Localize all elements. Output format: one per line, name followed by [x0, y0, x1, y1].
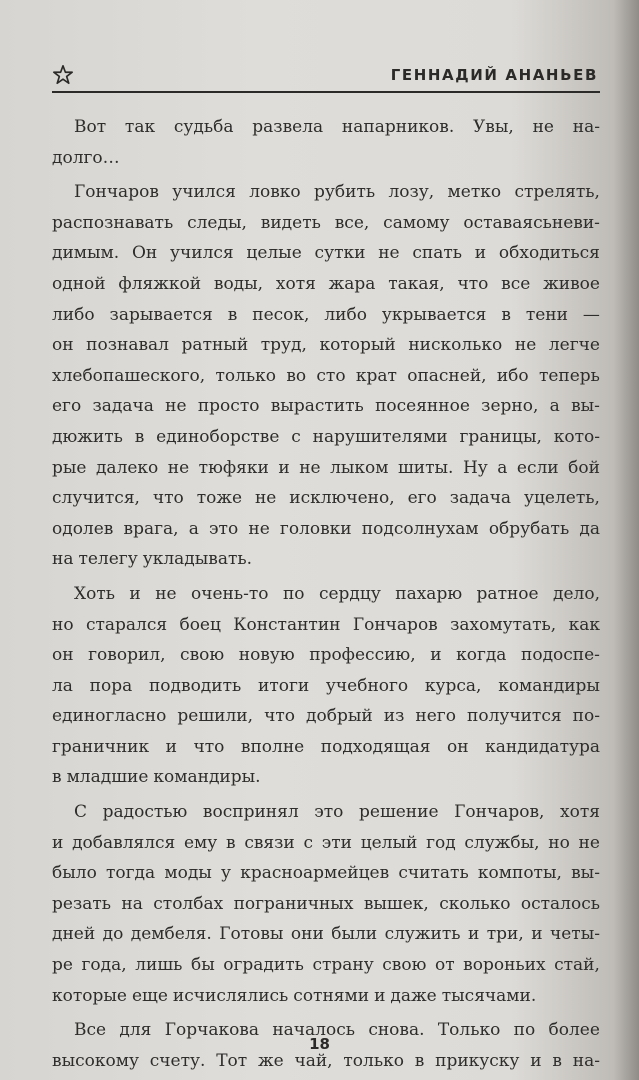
paragraph [52, 797, 600, 1011]
body-text [52, 112, 600, 1080]
text-line: димым. Он учился целые сутки не спать и обходиться [52, 243, 600, 264]
text-line: ла пора подводить итоги учебного курса, командиры [52, 675, 600, 696]
text-line: распознавать следы, видеть все, самому оставаясьневи- [52, 212, 600, 233]
text-line: единогласно решили, что добрый из него получится по- [52, 706, 600, 727]
author-name: ГЕННАДИЙ АНАНЬЕВ [390, 66, 598, 84]
text-line: ре года, лишь бы оградить страну свою от вороньих стай, [52, 955, 600, 976]
text-line: и добавлялся ему в связи с эти целый год службы, но не [52, 832, 600, 853]
text-line: Хоть и не очень-то по сердцу пахарю ратное дело, [74, 583, 600, 604]
text-line: он говорил, свою новую профессию, и когда подоспе- [52, 645, 600, 666]
text-line: одной фляжкой воды, хотя жара такая, что все живое [52, 273, 600, 294]
paragraph [52, 112, 600, 173]
page-number: 18 [309, 1035, 330, 1053]
text-line: его задача не просто вырастить посеянное зерно, а вы- [52, 396, 600, 417]
text-line: дюжить в единоборстве с нарушителями границы, кото- [52, 426, 600, 447]
star-outline-icon [52, 64, 74, 86]
text-line: долго… [52, 147, 120, 168]
text-line: случится, что тоже не исключено, его задача уцелеть, [52, 488, 600, 509]
text-line: либо зарывается в песок, либо укрывается в тени — [52, 304, 600, 325]
header-rule [52, 91, 600, 93]
text-line: одолев врага, а это не головки подсолнухам обрубать да [52, 518, 600, 539]
text-line: Вот так судьба развела напарников. Увы, не на- [74, 117, 600, 137]
text-line: было тогда моды у красноармейцев считать компоты, вы- [52, 863, 600, 884]
text-line: на телегу укладывать. [52, 549, 253, 570]
text-line: дней до дембеля. Готовы они были служить и три, и четы- [52, 924, 600, 945]
running-header [52, 60, 600, 96]
text-line: он познавал ратный труд, который нисколько не легче [52, 335, 600, 356]
text-line: резать на столбах пограничных вышек, сколько осталось [52, 893, 600, 914]
text-line: Гончаров учился ловко рубить лозу, метко стрелять, [74, 182, 600, 203]
text-line: но старался боец Константин Гончаров захомутать, как [52, 614, 600, 635]
text-line: С радостью воспринял это решение Гончаров, хотя [74, 802, 600, 823]
text-line: которые еще исчислялись сотнями и даже тысячами. [52, 985, 537, 1006]
text-line: граничник и что вполне подходящая он кандидатура [52, 736, 600, 757]
paragraph [52, 177, 600, 575]
text-line: хлебопашеского, только во сто крат опасней, ибо теперь [52, 365, 600, 386]
text-line: рые далеко не тюфяки и не лыком шиты. Ну а если бой [52, 457, 600, 478]
text-line: высокому счету. Тот же чай, только в прикуску и в на- [52, 1050, 600, 1071]
text-line: Все для Горчакова началось снова. Только по более [74, 1020, 600, 1041]
paragraph [52, 579, 600, 793]
text-line: в младшие командиры. [52, 767, 261, 788]
